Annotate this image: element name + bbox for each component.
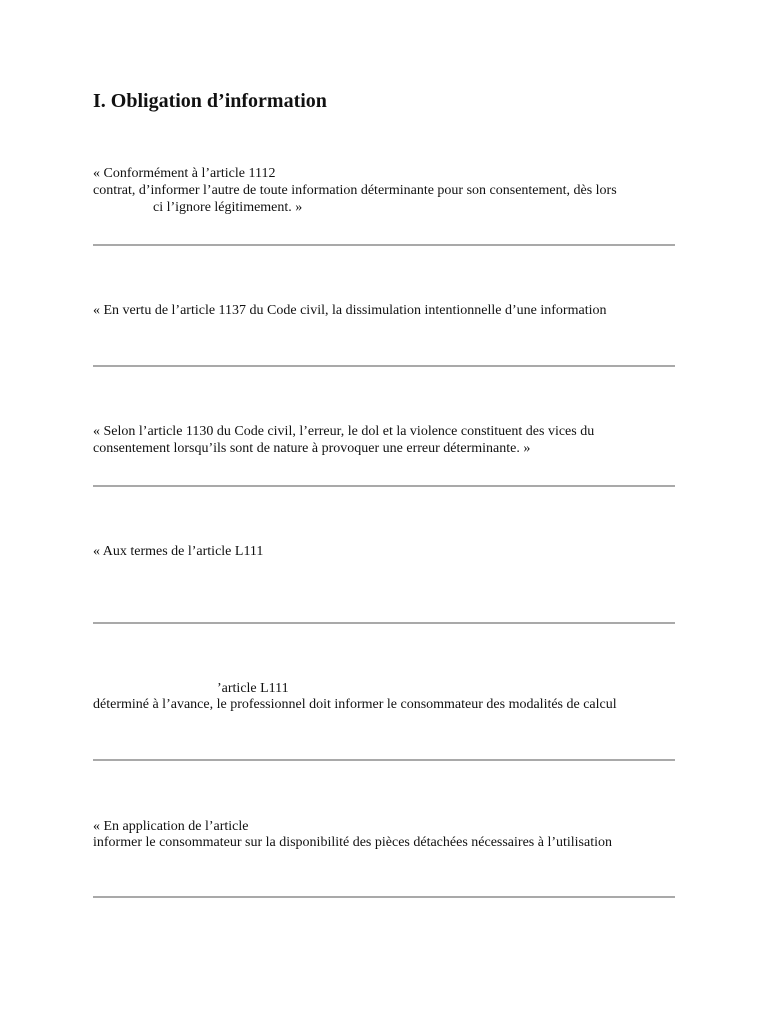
divider [93, 759, 675, 761]
divider [93, 622, 675, 624]
quote-4-line-1: « Aux termes de l’article L111 [93, 544, 264, 559]
quote-3-line-2: consentement lorsqu’ils sont de nature à provoquer une erreur déterminante. » [93, 441, 531, 456]
quote-3-line-1: « Selon l’article 1130 du Code civil, l’erreur, le dol et la violence constituent des vices du [93, 424, 595, 439]
quote-1-line-1: « Conformément à l’article 1112 [93, 166, 276, 181]
quote-1-line-3: ci l’ignore légitimement. » [153, 200, 303, 215]
divider [93, 365, 675, 367]
quote-6-line-2: informer le consommateur sur la disponibilité des pièces détachées nécessaires à l’utilisation [93, 835, 612, 850]
divider [93, 244, 675, 246]
divider [93, 896, 675, 898]
quote-1-line-2: contrat, d’informer l’autre de toute information déterminante pour son consentement, dès lors [93, 183, 617, 198]
quote-5-line-1: ’article L111 [217, 681, 289, 696]
quote-2-line-1: « En vertu de l’article 1137 du Code civil, la dissimulation intentionnelle d’une information [93, 303, 607, 318]
divider [93, 485, 675, 487]
page-title: I. Obligation d’information [93, 90, 327, 112]
quote-5-line-2: déterminé à l’avance, le professionnel doit informer le consommateur des modalités de calcul [93, 697, 617, 712]
quote-6-line-1: « En application de l’article [93, 819, 249, 834]
